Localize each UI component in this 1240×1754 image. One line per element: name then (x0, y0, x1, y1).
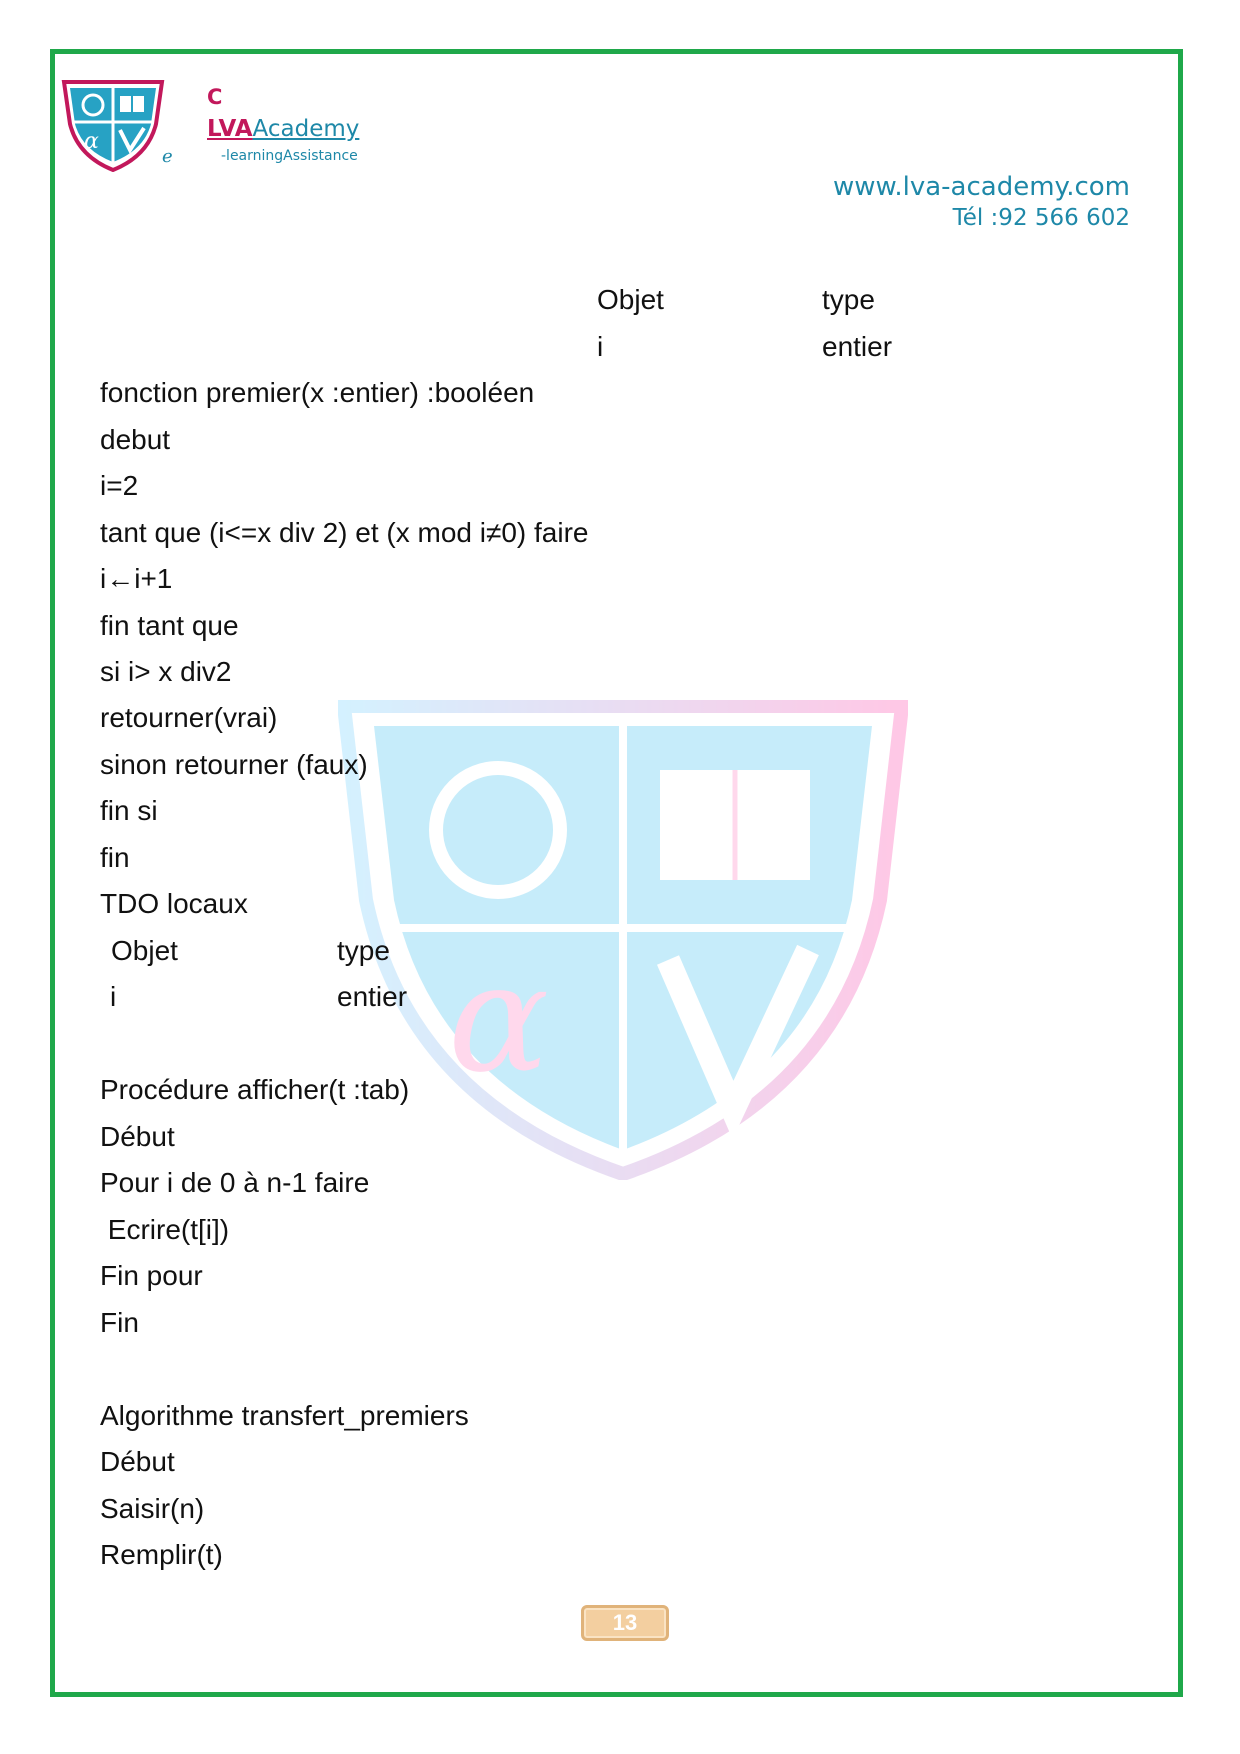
tdo-global-row-type: entier (822, 331, 893, 362)
code-line: sinon retourner (faux) (100, 749, 368, 780)
code-line: retourner(vrai) (100, 702, 278, 733)
tdo-global-header-objet: Objet (597, 284, 664, 315)
code-line: Procédure afficher(t :tab) (100, 1074, 410, 1105)
tdo-locaux-header-objet: Objet (111, 935, 178, 966)
watermark-shield (338, 700, 908, 1180)
academy-logo (58, 76, 168, 172)
tdo-global-row-objet: i (597, 331, 604, 362)
svg-text:α: α (84, 129, 99, 154)
brand-name (207, 114, 359, 144)
website-link[interactable]: www.lva-academy.com (832, 172, 1130, 202)
code-line: Fin pour (100, 1260, 203, 1291)
code-line: Algorithme transfert_premiers (100, 1400, 469, 1431)
brand-letter: C (207, 85, 223, 109)
tdo-global-header-type: type (822, 284, 875, 315)
code-line: Remplir(t) (100, 1539, 223, 1570)
code-line: Début (100, 1121, 175, 1152)
brand-lva: LVA (207, 116, 253, 142)
phone-number: Tél :92 566 602 (952, 205, 1130, 231)
code-line: fonction premier(x :entier) :booléen (100, 377, 535, 408)
brand-academy: Academy (252, 116, 360, 142)
code-line: TDO locaux (100, 888, 248, 919)
code-line: i←i+1 (100, 563, 173, 594)
svg-text:α: α (448, 932, 550, 1106)
code-line: fin tant que (100, 610, 239, 641)
code-line: fin si (100, 795, 158, 826)
code-line: Début (100, 1446, 175, 1477)
brand-block (207, 86, 359, 164)
code-line: tant que (i<=x div 2) et (x mod i≠0) faire (100, 517, 589, 548)
brand-e: e (162, 146, 173, 167)
tdo-locaux-header-type: type (337, 935, 390, 966)
code-line: Pour i de 0 à n-1 faire (100, 1167, 370, 1198)
tdo-locaux-row-type: entier (337, 981, 408, 1012)
code-line: si i> x div2 (100, 656, 232, 687)
code-line: debut (100, 424, 171, 455)
page-number-badge: 13 (581, 1605, 669, 1641)
brand-tagline: -learningAssistance (221, 148, 358, 164)
tdo-locaux-row-objet: i (110, 981, 117, 1012)
code-line: fin (100, 842, 130, 873)
code-line: Saisir(n) (100, 1493, 205, 1524)
code-line: i=2 (100, 470, 139, 501)
code-line: Fin (100, 1307, 139, 1338)
contact-block (833, 171, 1130, 233)
code-line: Ecrire(t[i]) (100, 1214, 230, 1245)
